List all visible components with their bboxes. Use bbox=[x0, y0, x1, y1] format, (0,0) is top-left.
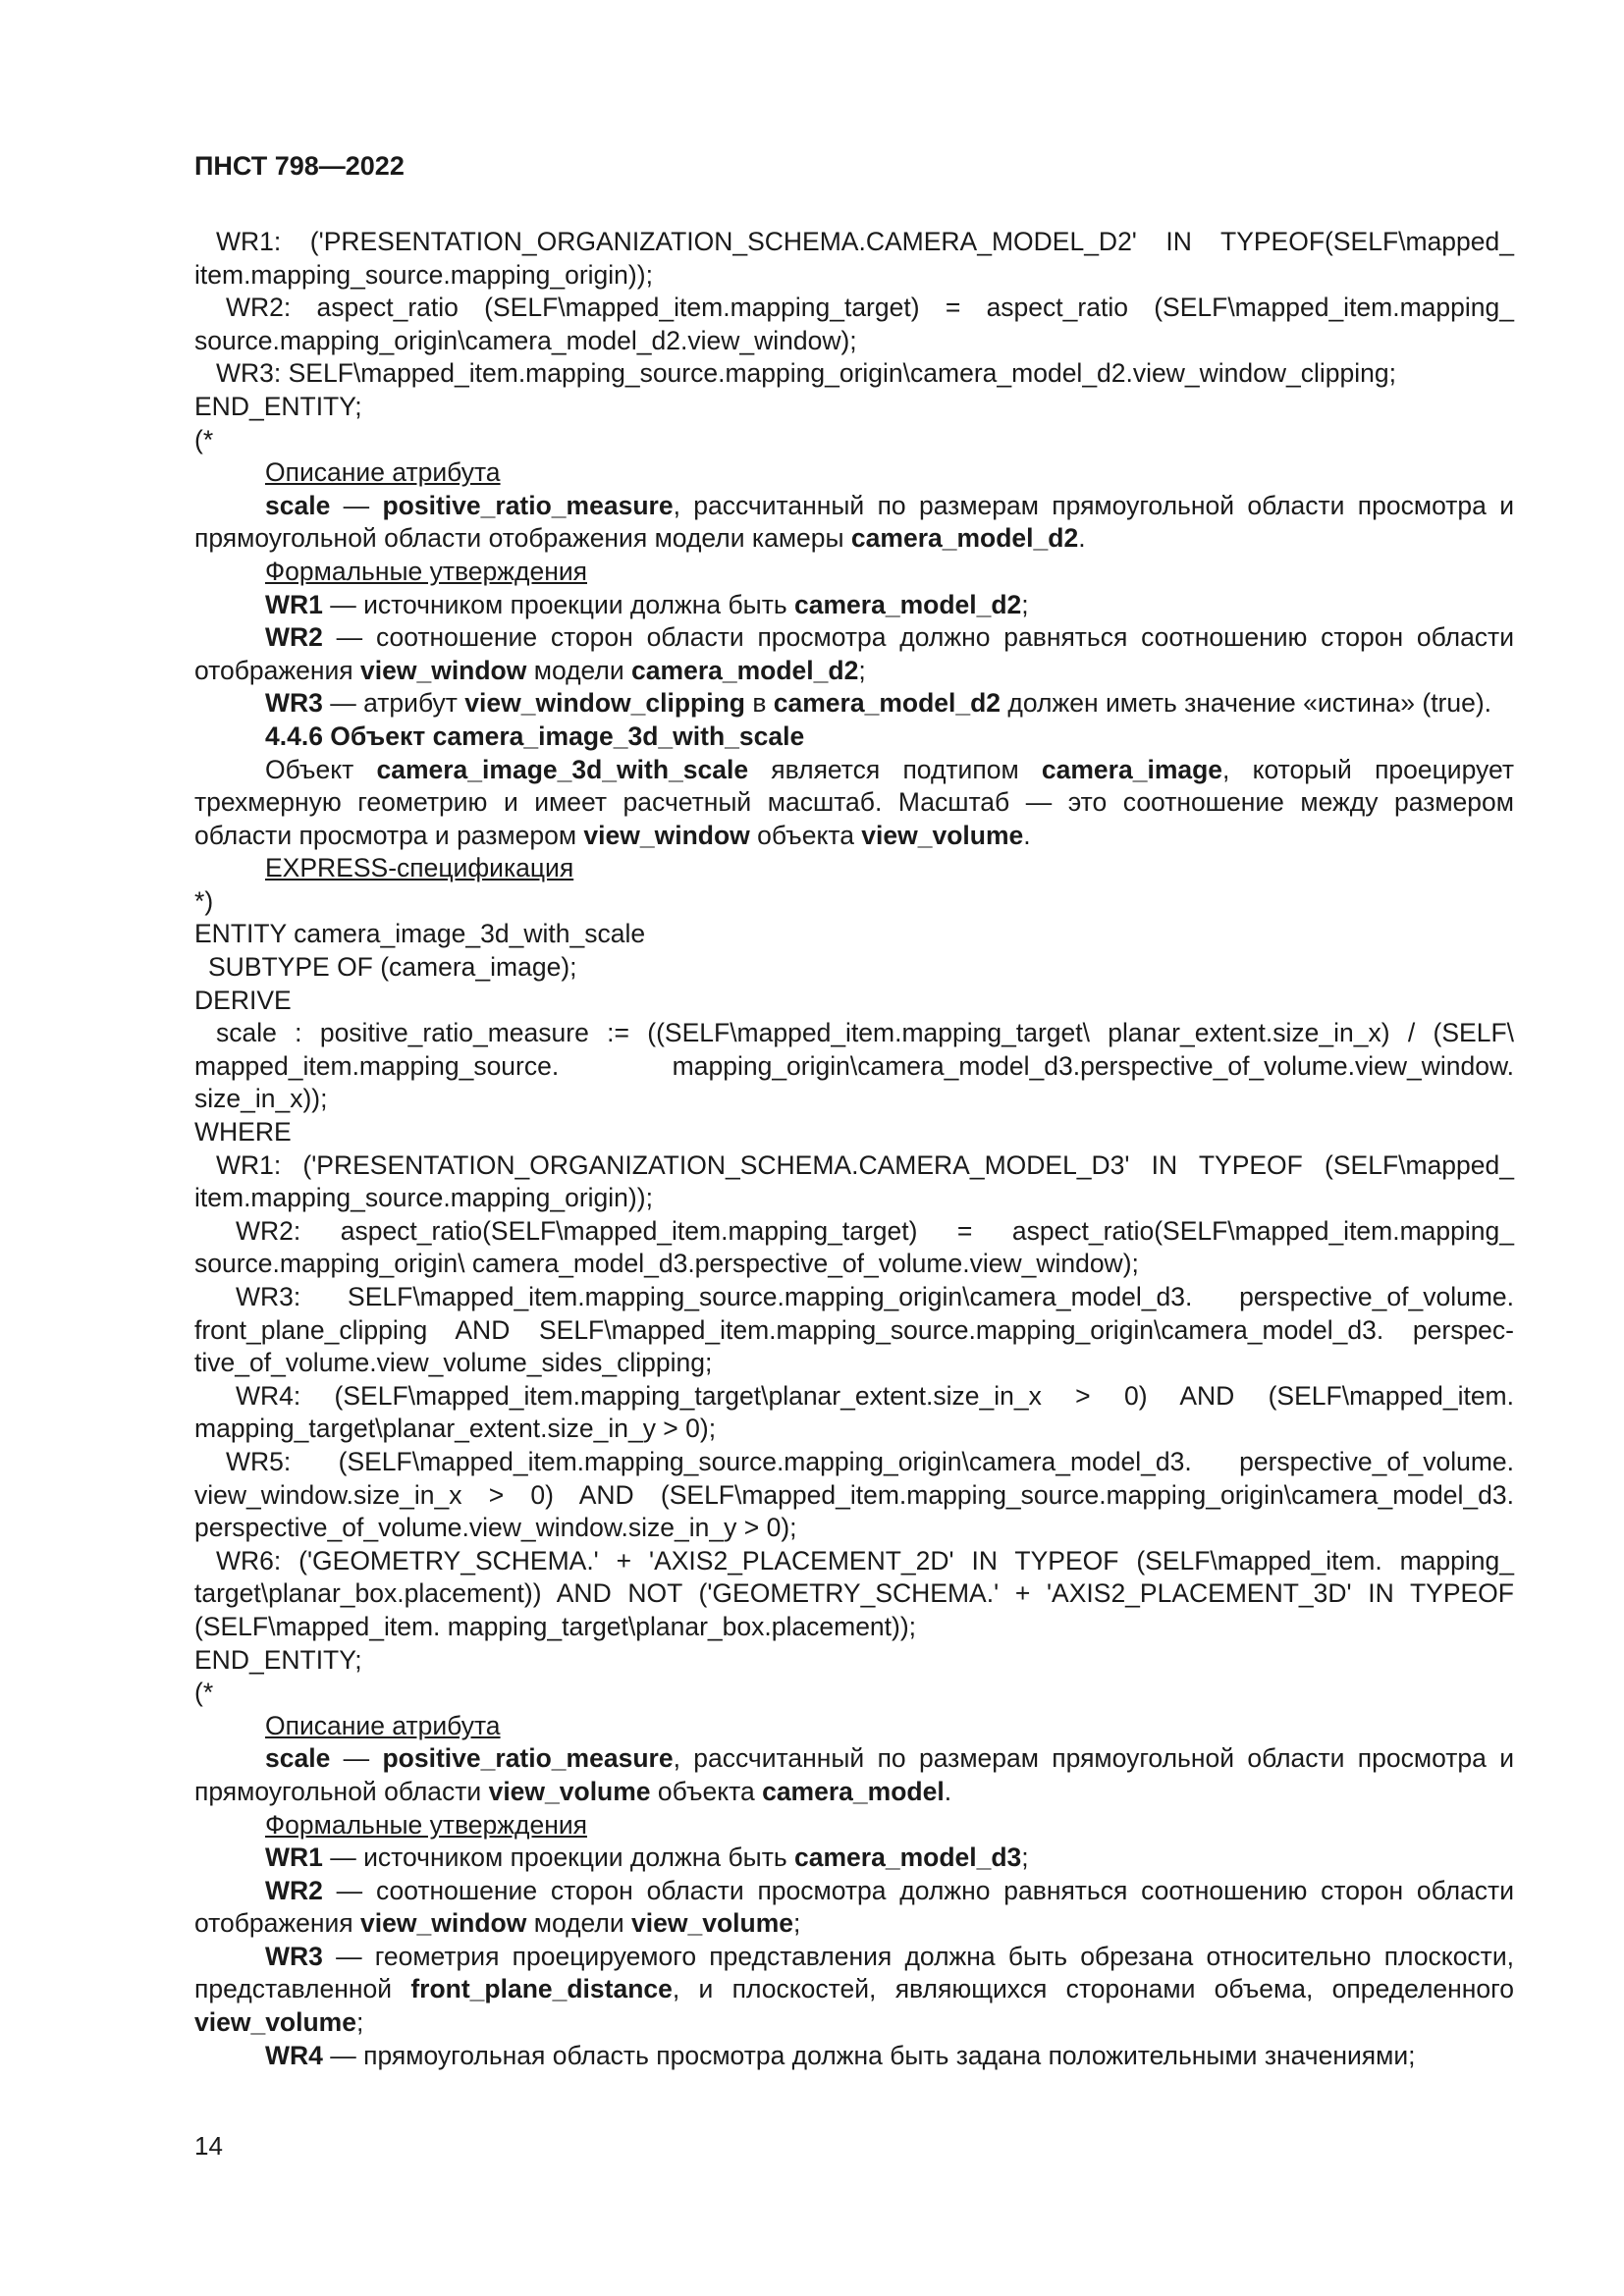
text: , рассчитанный по размерам прямоугольной области просмотра и прямоугольной области отображения модели камеры bbox=[194, 490, 1514, 554]
text: ; bbox=[858, 655, 866, 685]
code-line: view_window.size_in_x > 0) AND (SELF\mapped_item.mapping_source.mapping_origin\camera_model_d3. bbox=[194, 1479, 1514, 1510]
wr2-description bbox=[194, 1875, 1514, 1941]
code-line: WR1: ('PRESENTATION_ORGANIZATION_SCHEMA.CAMERA_MODEL_D2' IN TYPEOF(SELF\mapped_ bbox=[216, 227, 1514, 256]
text: модели bbox=[526, 1908, 632, 1939]
term: WR3 bbox=[265, 1941, 323, 1971]
text: , рассчитанный по размерам прямоугольной области просмотра и прямоугольной области bbox=[194, 1743, 1514, 1806]
term: view_volume bbox=[194, 2007, 356, 2038]
code-line: WR3: SELF\mapped_item.mapping_source.mapping_origin\camera_model_d3. perspective_of_volume. bbox=[236, 1282, 1514, 1311]
code-line: source.mapping_origin\ camera_model_d3.perspective_of_volume.view_window); bbox=[194, 1249, 1139, 1279]
text: , и плоскостей, являющихся сторонами объема, определенного bbox=[672, 1974, 1514, 2004]
text: — соотношение сторон области просмотра должно равняться соотношению сторон области отображения bbox=[194, 622, 1514, 685]
text: — атрибут bbox=[322, 688, 465, 719]
code-line: perspective_of_volume.view_window.size_in_y > 0); bbox=[194, 1513, 797, 1543]
code-line: item.mapping_source.mapping_origin)); bbox=[194, 259, 653, 290]
code-line: WR4: (SELF\mapped_item.mapping_target\planar_extent.size_in_x > 0) AND (SELF\mapped_item. bbox=[236, 1380, 1514, 1411]
code-line: WR2: aspect_ratio(SELF\mapped_item.mapping_target) = aspect_ratio(SELF\mapped_item.mapping_ bbox=[236, 1215, 1514, 1246]
formal-propositions-heading: Формальные утверждения bbox=[265, 1809, 587, 1840]
code-line: WR1: ('PRESENTATION_ORGANIZATION_SCHEMA.CAMERA_MODEL_D3' IN TYPEOF (SELF\mapped_ bbox=[216, 1149, 1514, 1180]
wr1-description bbox=[194, 589, 1514, 622]
term: camera_model_d3 bbox=[794, 1842, 1022, 1873]
section-heading bbox=[194, 721, 1514, 754]
term: WR2 bbox=[265, 622, 323, 653]
code-line: tive_of_volume.view_volume_sides_clipping; bbox=[194, 1348, 713, 1378]
code-line: END_ENTITY; bbox=[194, 1644, 362, 1675]
term: camera_model bbox=[762, 1776, 945, 1806]
code-line: target\planar_box.placement)) AND NOT ('GEOMETRY_SCHEMA.' + 'AXIS2_PLACEMENT_3D' IN TYPEOF bbox=[194, 1578, 1514, 1609]
code-line: item.mapping_source.mapping_origin)); bbox=[194, 1183, 653, 1213]
wr3-description bbox=[194, 1941, 1514, 2040]
section-paragraph bbox=[194, 754, 1514, 853]
description-d3 bbox=[194, 1710, 1514, 2073]
text: . bbox=[944, 1776, 952, 1806]
scale-description bbox=[194, 1742, 1514, 1808]
term: WR3 bbox=[265, 688, 323, 719]
code-line: scale : positive_ratio_measure := ((SELF\mapped_item.mapping_target\ planar_extent.size_in_x) / (SELF\ bbox=[216, 1018, 1514, 1048]
code-line: mapped_item.mapping_source. mapping_origin\camera_model_d3.perspective_of_volume.view_window. bbox=[194, 1050, 1514, 1081]
term: camera_image bbox=[1041, 754, 1223, 784]
formal-propositions-heading: Формальные утверждения bbox=[265, 556, 587, 586]
code-line: (SELF\mapped_item. mapping_target\planar_box.placement)); bbox=[194, 1611, 917, 1641]
heading-text: 4.4.6 Объект camera_image_3d_with_scale bbox=[265, 721, 805, 751]
text: — источником проекции должна быть bbox=[322, 589, 794, 619]
attribute-description-heading: Описание атрибута bbox=[265, 457, 501, 488]
section-4-4-6 bbox=[194, 721, 1514, 885]
text: — bbox=[330, 490, 383, 520]
code-line: WR6: ('GEOMETRY_SCHEMA.' + 'AXIS2_PLACEMENT_2D' IN TYPEOF (SELF\mapped_item. mapping_ bbox=[216, 1545, 1514, 1575]
text: ; bbox=[1021, 589, 1029, 619]
text: объекта bbox=[749, 820, 862, 850]
code-line: WR3: SELF\mapped_item.mapping_source.mapping_origin\camera_model_d2.view_window_clipping; bbox=[216, 358, 1396, 389]
text: ; bbox=[355, 2007, 364, 2038]
page-number: 14 bbox=[194, 2131, 223, 2161]
text: является подтипом bbox=[748, 754, 1042, 784]
code-line: size_in_x)); bbox=[194, 1084, 328, 1114]
wr4-description bbox=[194, 2040, 1514, 2073]
term: view_window_clipping bbox=[464, 688, 745, 719]
term: view_volume bbox=[631, 1908, 794, 1939]
term: camera_model_d2 bbox=[850, 523, 1079, 554]
text: модели bbox=[526, 655, 632, 685]
term: camera_model_d2 bbox=[773, 688, 1001, 719]
term: WR1 bbox=[265, 1842, 323, 1873]
term: positive_ratio_measure bbox=[382, 1743, 674, 1774]
term: front_plane_distance bbox=[410, 1974, 673, 2004]
code-line: WR5: (SELF\mapped_item.mapping_source.mapping_origin\camera_model_d3. perspective_of_volume. bbox=[226, 1446, 1514, 1476]
text: ; bbox=[793, 1908, 801, 1939]
text: — соотношение сторон области просмотра должно равняться соотношению сторон области отображения bbox=[194, 1875, 1514, 1939]
code-line: ENTITY camera_image_3d_with_scale bbox=[194, 919, 646, 949]
code-line: (* bbox=[194, 1678, 214, 1708]
page-content bbox=[194, 226, 1514, 2072]
code-line: front_plane_clipping AND SELF\mapped_item.mapping_source.mapping_origin\camera_model_d3. perspec- bbox=[194, 1314, 1514, 1345]
code-line: *) bbox=[194, 885, 214, 916]
text: . bbox=[1078, 523, 1086, 554]
description-d2 bbox=[194, 456, 1514, 721]
scale-description bbox=[194, 490, 1514, 556]
code-line: source.mapping_origin\camera_model_d2.view_window); bbox=[194, 325, 857, 355]
text: ; bbox=[1021, 1842, 1029, 1873]
text: Объект bbox=[265, 754, 377, 784]
text: , который проецирует трехмерную геометрию и имеет расчетный масштаб. Масштаб — это соотношение между размером области просмотра и размером bbox=[194, 754, 1514, 850]
term: scale bbox=[265, 1743, 331, 1774]
term: WR2 bbox=[265, 1875, 323, 1905]
text: — геометрия проецируемого представления должна быть обрезана относительно плоскости, представленной bbox=[194, 1941, 1514, 2004]
code-line: WHERE bbox=[194, 1117, 292, 1148]
term: view_window bbox=[583, 820, 750, 850]
code-line: SUBTYPE OF (camera_image); bbox=[208, 952, 577, 983]
wr2-description bbox=[194, 621, 1514, 687]
text: объекта bbox=[650, 1776, 763, 1806]
text: должен иметь значение «истина» (true). bbox=[1001, 688, 1492, 719]
text: — bbox=[330, 1743, 383, 1774]
term: camera_model_d2 bbox=[631, 655, 859, 685]
code-line: mapping_target\planar_extent.size_in_y > 0); bbox=[194, 1414, 717, 1444]
term: positive_ratio_measure bbox=[382, 490, 674, 520]
wr3-description bbox=[194, 687, 1514, 721]
code-line: END_ENTITY; bbox=[194, 391, 362, 421]
code-line: WR2: aspect_ratio (SELF\mapped_item.mapping_target) = aspect_ratio (SELF\mapped_item.mapping_ bbox=[226, 293, 1514, 323]
code-block-entity bbox=[194, 885, 1514, 1710]
term: view_volume bbox=[861, 820, 1024, 850]
express-specification-heading: EXPRESS-спецификация bbox=[265, 853, 574, 883]
code-line: (* bbox=[194, 424, 214, 454]
term: camera_model_d2 bbox=[794, 589, 1022, 619]
text: — источником проекции должна быть bbox=[322, 1842, 794, 1873]
term: camera_image_3d_with_scale bbox=[376, 754, 749, 784]
term: scale bbox=[265, 490, 331, 520]
document-header: ПНСТ 798—2022 bbox=[194, 151, 405, 181]
term: WR4 bbox=[265, 2040, 323, 2070]
term: view_window bbox=[360, 655, 527, 685]
term: view_volume bbox=[488, 1776, 651, 1806]
text: . bbox=[1023, 820, 1031, 850]
text: — прямоугольная область просмотра должна быть задана положительными значениями; bbox=[322, 2040, 1416, 2070]
code-block-d2-rules bbox=[194, 226, 1514, 456]
code-line: DERIVE bbox=[194, 985, 292, 1015]
term: WR1 bbox=[265, 589, 323, 619]
attribute-description-heading: Описание атрибута bbox=[265, 1710, 501, 1740]
wr1-description bbox=[194, 1842, 1514, 1875]
term: view_window bbox=[360, 1908, 527, 1939]
text: в bbox=[744, 688, 774, 719]
